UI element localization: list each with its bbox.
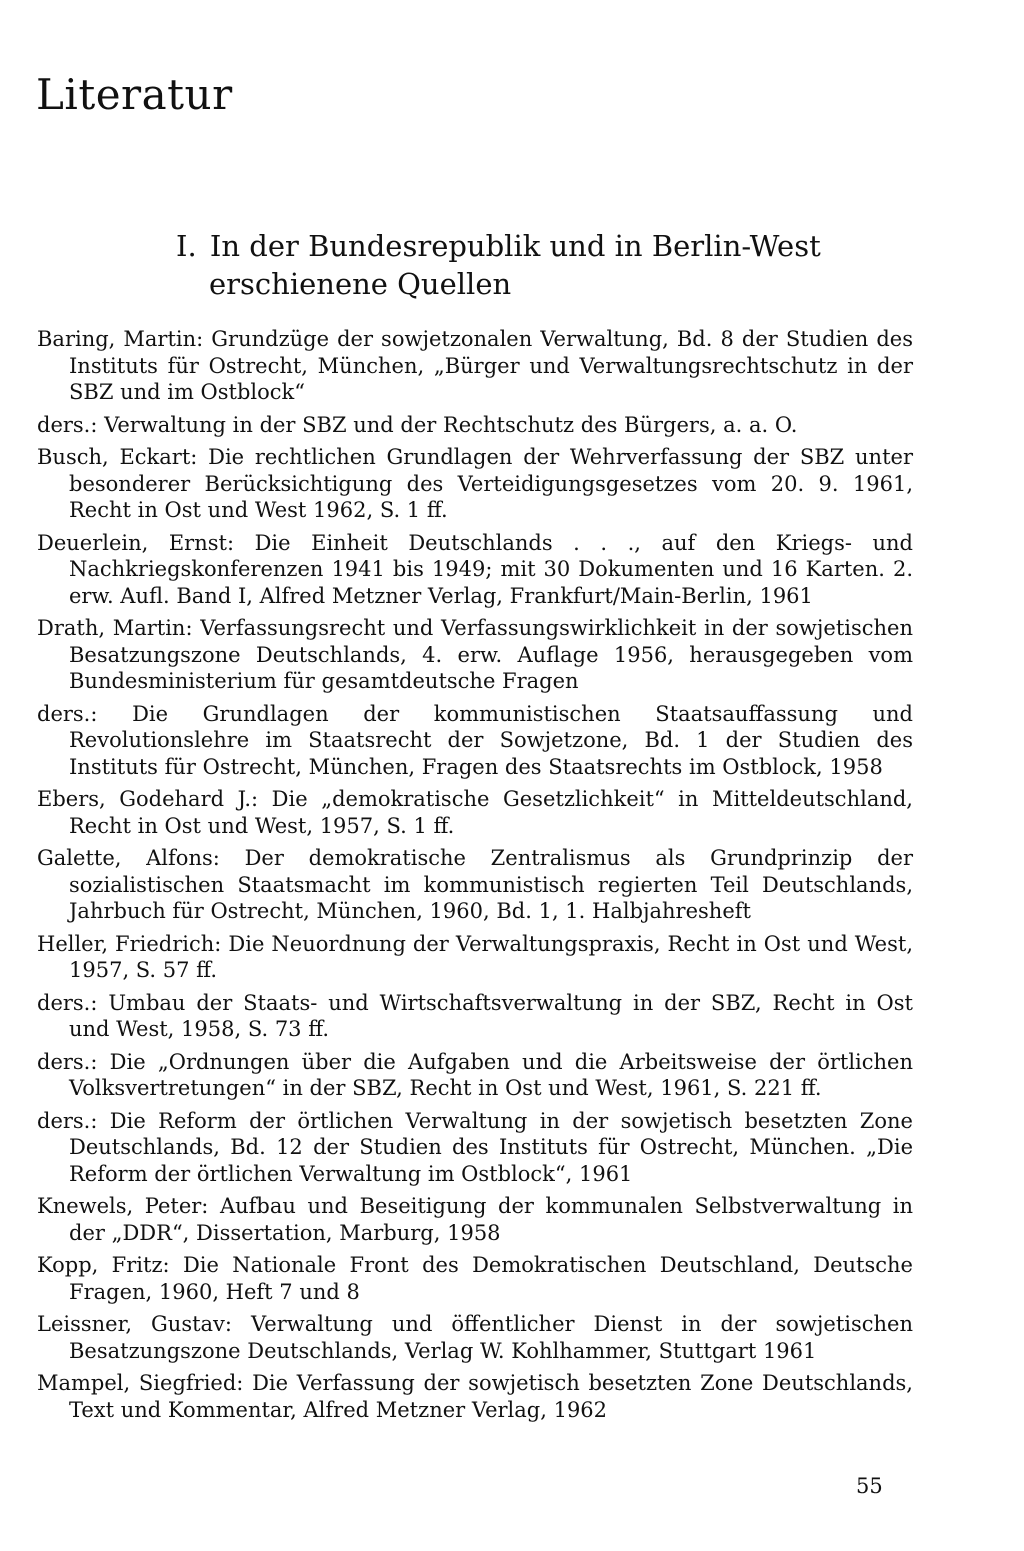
bibliography-list <box>37 326 913 1429</box>
entry-text: Die Nationale Front des Demokratischen Deutschland, Deutsche Fragen, 1960, Heft 7 und 8 <box>69 1253 913 1304</box>
entry-author: Busch, Eckart: <box>37 445 198 469</box>
section-heading <box>176 227 876 303</box>
entry-text: Die „demokratische Gesetzlichkeit“ in Mitteldeutschland, Recht in Ost und West, 1957, S. 1 ff. <box>69 787 913 838</box>
bibliography-entry <box>37 1370 913 1423</box>
bibliography-entry <box>37 1049 913 1102</box>
entry-author: ders.: <box>37 990 98 1015</box>
bibliography-entry <box>37 845 913 925</box>
section-heading-line-1: In der Bundesrepublik und in Berlin-West <box>209 229 821 263</box>
section-heading-line-2: erschienene Quellen <box>209 267 512 301</box>
section-number: I. <box>176 229 197 263</box>
entry-text: Die Reform der örtlichen Verwaltung in der sowjetisch besetzten Zone Deutschlands, Bd. 12 der Studien des Instituts für Ostrecht, München. „Die Reform der örtlichen Verwaltung im Ostblock“, 1961 <box>69 1108 913 1186</box>
entry-author: Baring, Martin: <box>37 327 204 351</box>
entry-author: Knewels, Peter: <box>37 1194 209 1218</box>
entry-text: Die Verfassung der sowjetisch besetzten Zone Deutschlands, Text und Kommentar, Alfred Metzner Verlag, 1962 <box>69 1371 913 1422</box>
entry-author: ders.: <box>37 1049 98 1074</box>
bibliography-entry <box>37 990 913 1043</box>
entry-text: Die Neuordnung der Verwaltungspraxis, Recht in Ost und West, 1957, S. 57 ff. <box>69 931 913 982</box>
entry-text: Die rechtlichen Grundlagen der Wehrverfassung der SBZ unter besonderer Berücksichtigung des Verteidigungsgesetzes vom 20. 9. 1961, Recht in Ost und West 1962, S. 1 ff. <box>69 445 913 522</box>
entry-text: Umbau der Staats- und Wirtschaftsverwaltung in der SBZ, Recht in Ost und West, 1958, S. 73 ff. <box>69 990 913 1041</box>
bibliography-entry <box>37 444 913 524</box>
entry-text: Der demokratische Zentralismus als Grundprinzip der sozialistischen Staatsmacht im kommunistisch regierten Teil Deutschlands, Jahrbuch für Ostrecht, München, 1960, Bd. 1, 1. Halbjahresheft <box>69 846 913 923</box>
bibliography-entry <box>37 1193 913 1246</box>
entry-author: ders.: <box>37 1108 98 1133</box>
entry-text: Die „Ordnungen über die Aufgaben und die Arbeitsweise der örtlichen Volksvertretungen“ in der SBZ, Recht in Ost und West, 1961, S. 221 ff. <box>69 1049 913 1100</box>
entry-text: Verwaltung und öffentlicher Dienst in der sowjetischen Besatzungszone Deutschlands, Verlag W. Kohlhammer, Stuttgart 1961 <box>69 1312 913 1363</box>
bibliography-entry <box>37 530 913 610</box>
entry-text: Grundzüge der sowjetzonalen Verwaltung, Bd. 8 der Studien des Instituts für Ostrecht, München, „Bürger und Verwaltungsrechtschutz in der SBZ und im Ostblock“ <box>69 327 913 404</box>
bibliography-entry <box>37 1311 913 1364</box>
bibliography-entry <box>37 931 913 984</box>
entry-author: ders.: <box>37 412 98 437</box>
entry-text: Aufbau und Beseitigung der kommunalen Selbstverwaltung in der „DDR“, Dissertation, Marburg, 1958 <box>69 1194 913 1245</box>
entry-author: Ebers, Godehard J.: <box>37 787 259 811</box>
entry-author: Drath, Martin: <box>37 616 193 640</box>
entry-author: Leissner, Gustav: <box>37 1312 232 1336</box>
entry-author: Mampel, Siegfried: <box>37 1371 244 1395</box>
page-title: Literatur <box>36 70 233 119</box>
entry-text: Die Grundlagen der kommunistischen Staatsauffassung und Revolutionslehre im Staatsrecht der Sowjetzone, Bd. 1 der Studien des Instituts für Ostrecht, München, Fragen des Staatsrechts im Ostblock, 1958 <box>69 701 913 779</box>
entry-author: Heller, Friedrich: <box>37 931 222 956</box>
entry-text: Die Einheit Deutschlands . . ., auf den Kriegs- und Nachkriegskonferenzen 1941 bis 1949; mit 30 Dokumenten und 16 Karten. 2. erw. Aufl. Band I, Alfred Metzner Verlag, Frankfurt/Main-Berlin, 1961 <box>69 530 913 608</box>
bibliography-entry <box>37 786 913 839</box>
entry-text: Verwaltung in der SBZ und der Rechtschutz des Bürgers, a. a. O. <box>104 412 798 437</box>
page-number: 55 <box>856 1474 883 1498</box>
entry-author: Kopp, Fritz: <box>37 1253 170 1277</box>
bibliography-entry <box>37 1252 913 1305</box>
bibliography-entry <box>37 412 913 439</box>
entry-author: Galette, Alfons: <box>37 846 220 870</box>
bibliography-entry <box>37 1108 913 1188</box>
entry-author: Deuerlein, Ernst: <box>37 530 235 555</box>
bibliography-entry <box>37 615 913 695</box>
bibliography-entry <box>37 701 913 781</box>
bibliography-entry <box>37 326 913 406</box>
entry-author: ders.: <box>37 701 98 726</box>
entry-text: Verfassungsrecht und Verfassungswirklichkeit in der sowjetischen Besatzungszone Deutschlands, 4. erw. Auflage 1956, herausgegeben vom Bundesministerium für gesamtdeutsche Fragen <box>69 616 913 693</box>
